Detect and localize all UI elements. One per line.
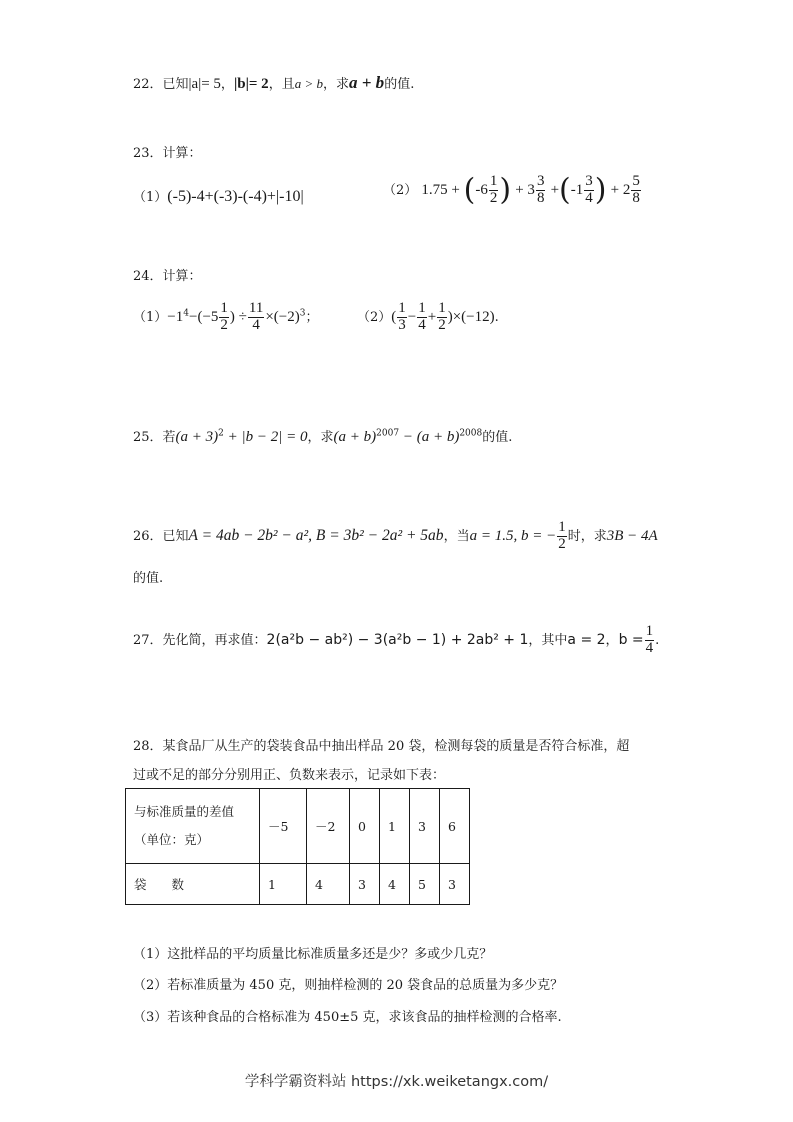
footer-watermark: 学科学霸资料站 https://xk.weiketangx.com/	[244, 1074, 549, 1090]
table-cell: 6	[440, 789, 470, 864]
table-cell: 4	[380, 864, 410, 905]
question-26-tail: 的值.	[133, 571, 164, 586]
q23-part1-expr: (-5)-4+(-3)-(-4)+|-10|	[167, 188, 304, 205]
table-cell: 3	[440, 864, 470, 905]
table-cell: 3	[410, 789, 440, 864]
fraction: $\frac{1}{3}$	[398, 300, 406, 333]
table-cell: 3	[350, 864, 380, 905]
question-23-part1: （1）(-5)-4+(-3)-(-4)+|-10|	[133, 188, 304, 205]
question-28-sub1: （1）这批样品的平均质量比标准质量多还是少？多或少几克？	[133, 947, 493, 962]
q22-abs-a: |a|= 5	[188, 76, 221, 92]
question-27: 27．先化简，再求值：2(a²b − ab²) − 3(a²b − 1) + 2ab² + 1，其中a = 2，b = $\frac{1}{4}$ .	[133, 623, 660, 656]
data-table	[125, 788, 470, 905]
question-24-part1: $(1)-1^4-(-5$ $\frac{1}{2}$ ) ÷ $\frac{11}{4}$ $\times(-2)^3$；	[133, 300, 319, 333]
table-header-cell: 袋 数	[126, 864, 260, 905]
fraction: $\frac{1}{2}$	[558, 519, 566, 552]
q22-abs-b: |b|= 2	[233, 76, 269, 92]
question-22: 22．已知|a|= 5，|b|= 2，且a > b，求a + b的值.	[133, 73, 415, 92]
question-25: 25．若$(a + 3)^2 + |b - 2| = 0$，求$(a + b)^{2007} - (a + b)^{2008}$的值.	[133, 428, 513, 445]
fraction: $\frac{1}{4}$	[418, 300, 426, 333]
table-cell: 1	[380, 789, 410, 864]
question-24-part2: （2）( $\frac{1}{3}$ − $\frac{1}{4}$ + $\frac{1}{2}$ )×(−12).	[357, 300, 499, 333]
table-cell: 1	[260, 864, 307, 905]
fraction: $\frac{1}{4}$	[645, 623, 654, 656]
q22-condition: a > b	[294, 76, 323, 91]
question-28-line1: 28．某食品厂从生产的袋装食品中抽出样品 20 袋，检测每袋的质量是否符合标准，超	[133, 739, 630, 754]
fraction: $\frac{1}{2}$	[438, 300, 446, 333]
fraction: $\frac{3}{4}$	[585, 173, 593, 206]
table-cell: －5	[260, 789, 307, 864]
question-23-stem: 23．计算：	[133, 146, 202, 161]
question-24-stem: 24．计算：	[133, 269, 202, 284]
q22-sum: a + b	[349, 73, 385, 92]
table-header-cell: 与标准质量的差值 （单位：克）	[126, 789, 260, 864]
question-23-part2: （2） 1.75 + (-6 $\frac{1}{2}$ ) + 3 $\frac{3}{8}$ +(-1 $\frac{3}{4}$ ) + 2 $\frac{5}{8}$	[383, 172, 640, 208]
table-cell: 0	[350, 789, 380, 864]
question-26: 26．已知A = 4ab − 2b² − a², B = 3b² − 2a² + 5ab，当a = 1.5, b = − $\frac{1}{2}$ 时，求3B − 4A	[133, 519, 658, 552]
fraction: $\frac{11}{4}$	[248, 300, 264, 333]
q27-expression: 2(a²b − ab²) − 3(a²b − 1) + 2ab² + 1	[266, 631, 529, 648]
q26-definitions: A = 4ab − 2b² − a², B = 3b² − 2a² + 5ab	[188, 526, 444, 544]
table-cell: 4	[307, 864, 350, 905]
table-row	[126, 864, 470, 905]
question-28-sub3: （3）若该种食品的合格标准为 450±5 克，求该食品的抽样检测的合格率.	[133, 1010, 562, 1025]
table-cell: －2	[307, 789, 350, 864]
table-cell: 5	[410, 864, 440, 905]
fraction: $\frac{1}{2}$	[220, 300, 228, 333]
fraction: $\frac{3}{8}$	[536, 173, 545, 206]
fraction: $\frac{1}{2}$	[489, 173, 498, 206]
question-28-sub2: （2）若标准质量为 450 克，则抽样检测的 20 袋食品的总质量为多少克？	[133, 978, 564, 993]
question-28-line2: 过或不足的部分分别用正、负数来表示，记录如下表：	[133, 768, 446, 783]
table-row	[126, 789, 470, 864]
fraction: $\frac{5}{8}$	[632, 173, 640, 206]
